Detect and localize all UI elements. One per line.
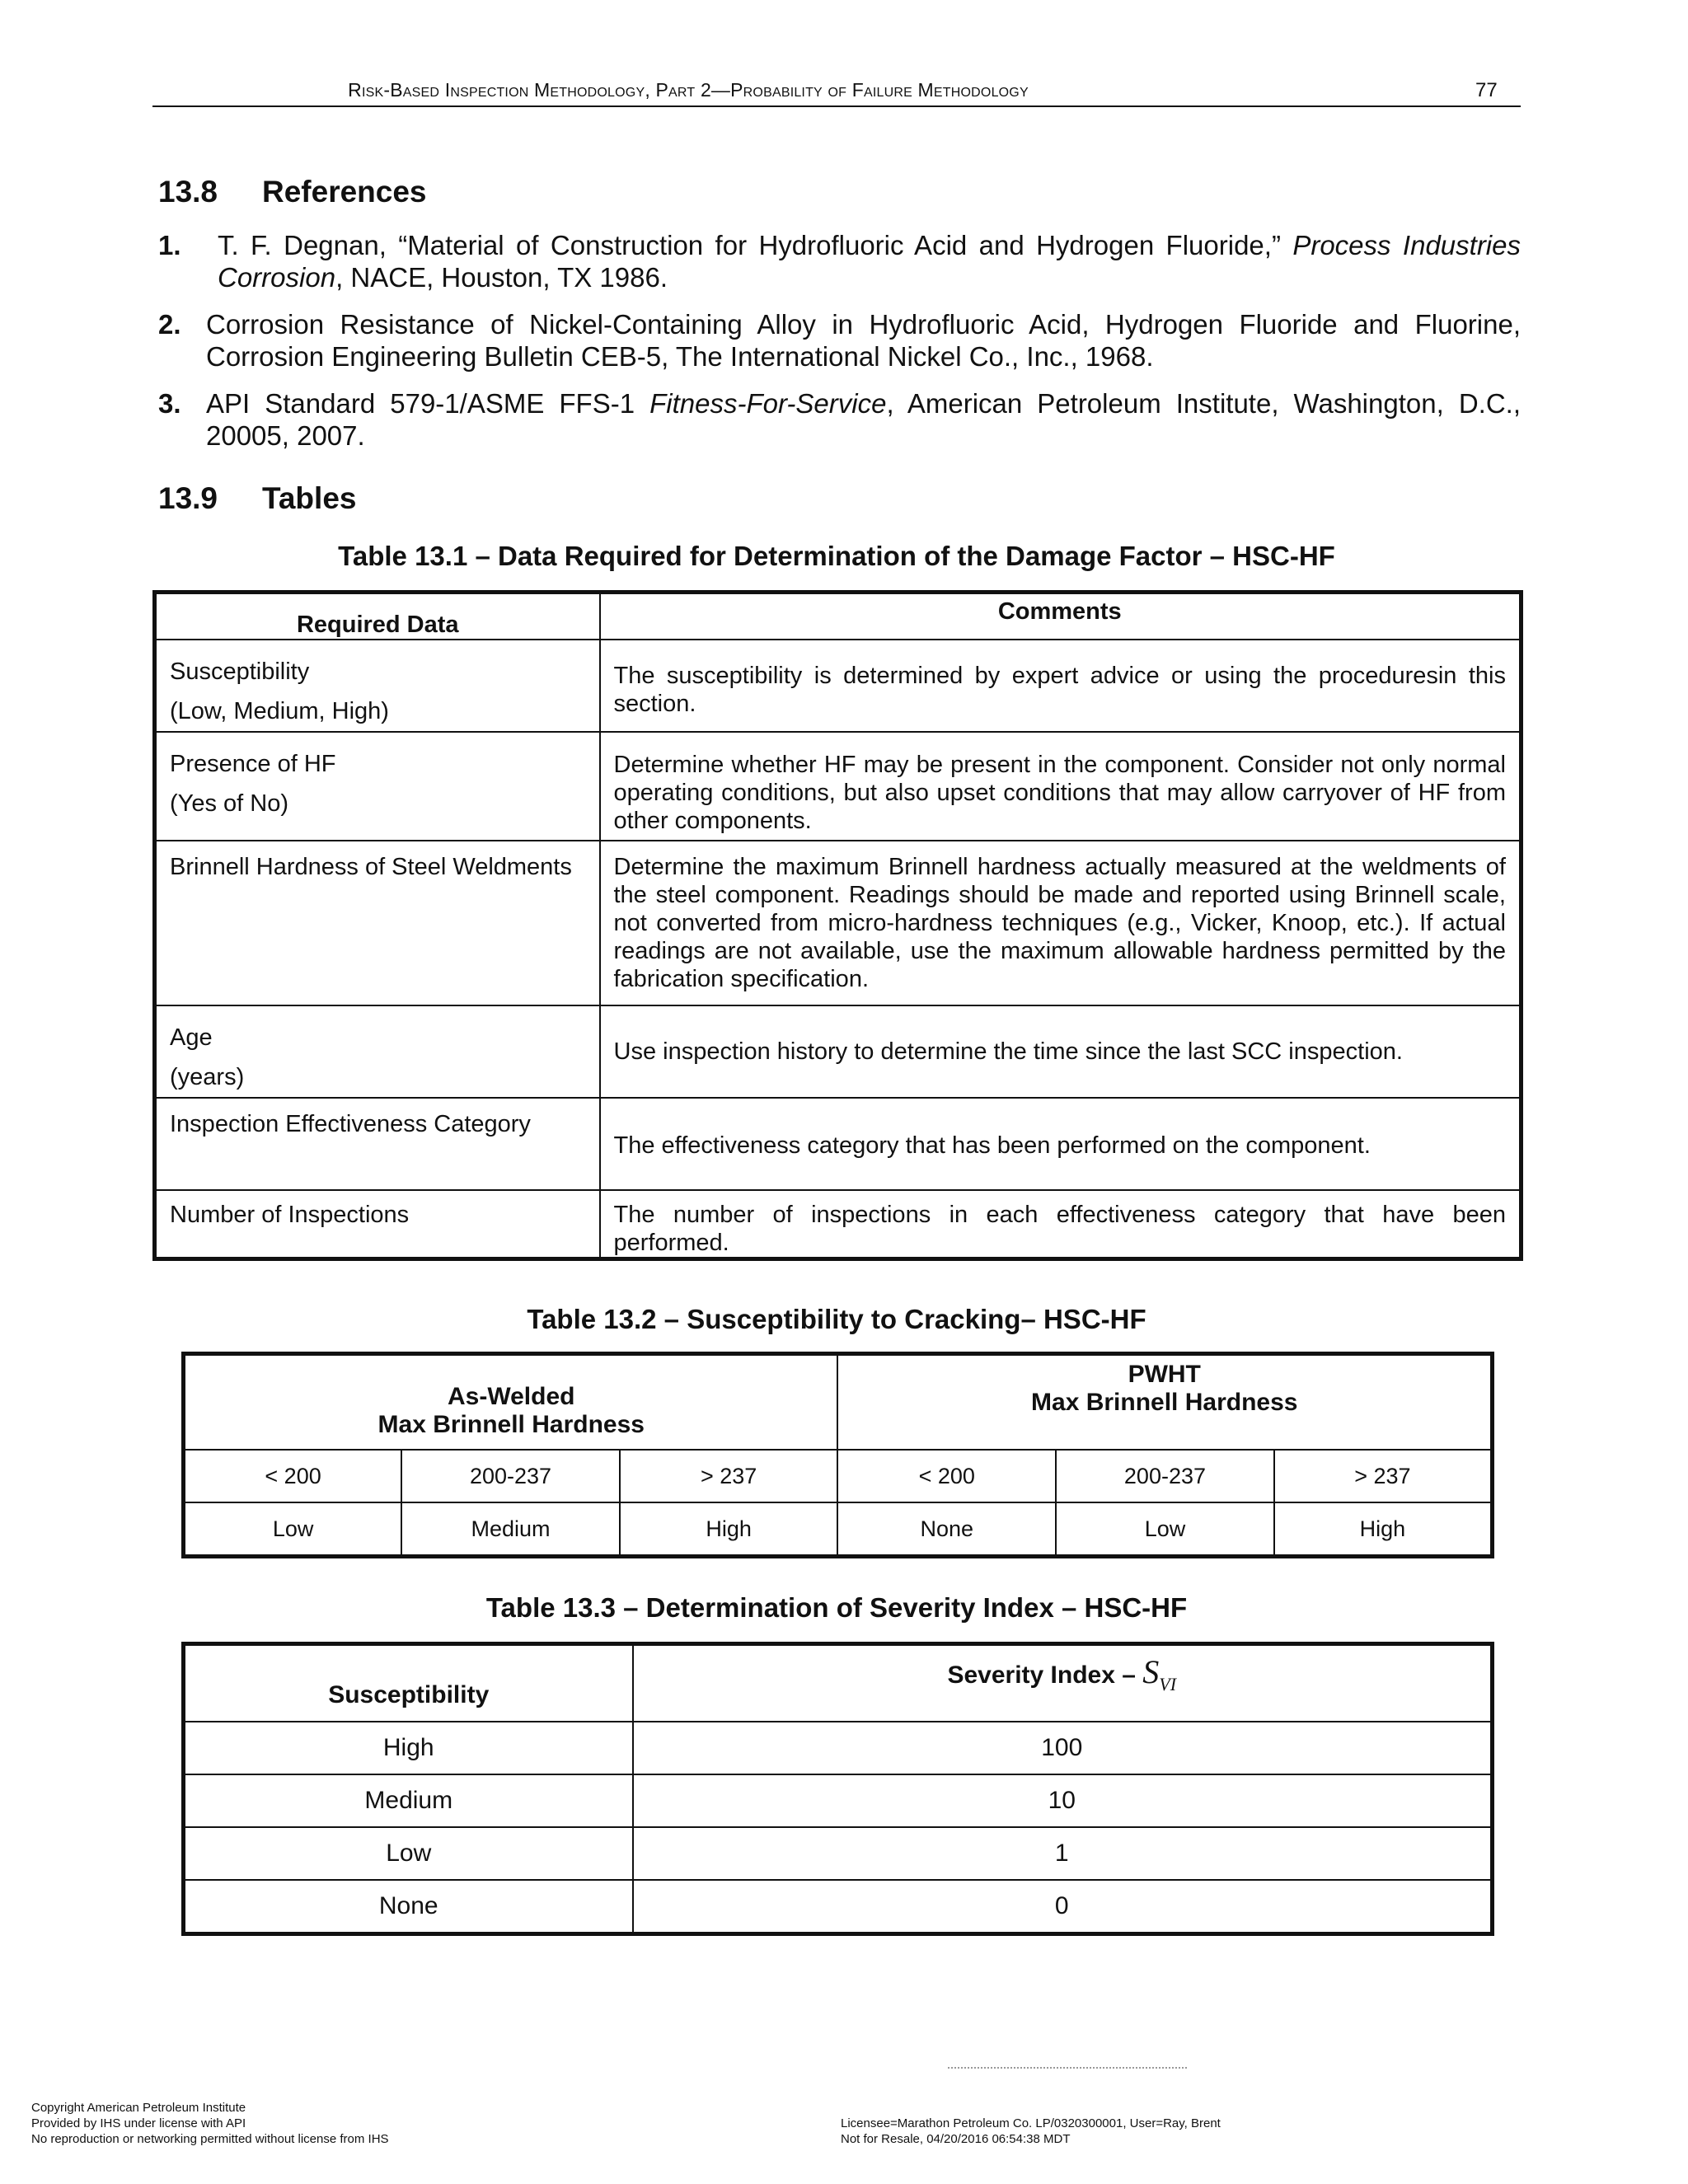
table-row [155,841,1522,1005]
reference-text-end: , NACE, Houston, TX 1986. [335,262,668,293]
susceptibility-cell: High [1274,1502,1493,1557]
header-required-data: Required Data [155,593,600,640]
range-cell: < 200 [184,1450,402,1502]
susceptibility-cell: None [837,1502,1056,1557]
reference-text-end: , American Petroleum Institute, Washington, D.C., 20005, 2007. [206,388,1521,451]
table-header-row [184,1354,1493,1451]
required-data-cell: Age (years) [155,1005,600,1098]
section-title: References [262,175,427,209]
table-row [184,1880,1493,1934]
severity-cell: 100 [633,1722,1493,1774]
table-row [155,732,1522,841]
reference-number: 3. [158,388,181,419]
section-heading-tables [158,481,356,516]
reference-text: Corrosion Resistance of Nickel-Containing Alloy in Hydrofluoric Acid, Hydrogen Fluoride and Fluorine, Corrosion Engineering Bulletin CEB-5, The International Nickel Co., Inc., 1968. [206,309,1521,372]
severity-cell: 10 [633,1774,1493,1827]
header-susceptibility: Susceptibility [184,1644,633,1722]
range-cell: 200-237 [401,1450,620,1502]
table-header-row [184,1644,1493,1722]
table-13-2-caption: Table 13.2 – Susceptibility to Cracking– HSC-HF [527,1304,1146,1334]
reference-item [158,229,1521,293]
comment-cell: The susceptibility is determined by expert advice or using the proceduresin this section. [600,640,1522,732]
susceptibility-cell: Low [184,1827,633,1880]
section-number: 13.8 [158,175,218,209]
susceptibility-cell: Low [184,1502,402,1557]
running-header-title: Risk-Based Inspection Methodology, Part 2—Probability of Failure Methodology [348,79,1029,101]
footer-copyright: Copyright American Petroleum Institute Provided by IHS under license with API No reproduction or networking permitted without license from IHS [31,2101,389,2146]
range-cell: > 237 [620,1450,838,1502]
range-cell: 200-237 [1056,1450,1274,1502]
reference-text: API Standard 579-1/ASME FFS-1 [206,388,650,419]
susceptibility-cell: Medium [401,1502,620,1557]
severity-cell: 0 [633,1880,1493,1934]
table-row [184,1722,1493,1774]
comment-cell: Determine the maximum Brinnell hardness actually measured at the weldments of the steel component. Readings should be made and reported using Brinnell scale, not converted from micro-hardness techniques (e.g., Vicker, Knoop, etc.). If actual readings are not available, use the maximum allowable hardness permitted by the fabrication specification. [600,841,1522,1005]
susceptibility-cell: High [184,1722,633,1774]
required-data-cell: Number of Inspections [155,1190,600,1259]
range-cell: < 200 [837,1450,1056,1502]
header-rule [152,105,1521,107]
required-data-cell: Brinnell Hardness of Steel Weldments [155,841,600,1005]
header-comments: Comments [600,593,1522,640]
table-row [155,1190,1522,1259]
comment-cell: Use inspection history to determine the time since the last SCC inspection. [600,1005,1522,1098]
susceptibility-cell: Low [1056,1502,1274,1557]
susceptibility-cell: None [184,1880,633,1934]
section-heading-references [158,175,427,209]
susceptibility-row [184,1502,1493,1557]
table-row [155,640,1522,732]
reference-italic-title: Fitness-For-Service [649,388,887,419]
header-pwht: PWHT Max Brinnell Hardness [837,1354,1492,1451]
table-13-1 [152,590,1523,1261]
section-number: 13.9 [158,481,218,515]
table-row [184,1774,1493,1827]
comment-cell: Determine whether HF may be present in the component. Consider not only normal operating conditions, but also upset conditions that may allow carryover of HF from other components. [600,732,1522,841]
table-13-2 [181,1352,1494,1558]
reference-number: 2. [158,309,181,340]
table-13-3-caption: Table 13.3 – Determination of Severity Index – HSC-HF [485,1592,1188,1623]
range-cell: > 237 [1274,1450,1493,1502]
footer-license: Licensee=Marathon Petroleum Co. LP/0320300001, User=Ray, Brent Not for Resale, 04/20/2016 06:54:38 MDT [841,2116,1221,2146]
required-data-cell: Presence of HF (Yes of No) [155,732,600,841]
table-13-3 [181,1642,1494,1936]
reference-item [158,308,1521,373]
reference-number: 1. [158,230,181,260]
reference-italic-title: Process Industries Corrosion [218,230,1521,293]
table-row [155,1098,1522,1190]
hardness-range-row [184,1450,1493,1502]
table-row [155,1005,1522,1098]
scan-artifact [948,2067,1187,2077]
required-data-cell: Inspection Effectiveness Category [155,1098,600,1190]
table-header-row [155,593,1522,640]
section-title: Tables [262,481,357,515]
severity-index-symbol: $S_{VI}$ [1142,1653,1177,1694]
comment-cell: The number of inspections in each effectiveness category that have been performed. [600,1190,1522,1259]
required-data-cell: Susceptibility (Low, Medium, High) [155,640,600,732]
susceptibility-cell: High [620,1502,838,1557]
comment-cell: The effectiveness category that has been performed on the component. [600,1098,1522,1190]
severity-cell: 1 [633,1827,1493,1880]
susceptibility-cell: Medium [184,1774,633,1827]
page-number: 77 [1475,79,1498,101]
table-13-1-caption: Table 13.1 – Data Required for Determination of the Damage Factor – HSC-HF [338,541,1335,571]
header-as-welded: As-Welded Max Brinnell Hardness [184,1354,838,1451]
reference-text: T. F. Degnan, “Material of Construction for Hydrofluoric Acid and Hydrogen Fluoride,” [218,230,1293,260]
header-severity-index: Severity Index – $S_{VI}$ [633,1644,1493,1722]
reference-item [158,387,1521,452]
table-row [184,1827,1493,1880]
